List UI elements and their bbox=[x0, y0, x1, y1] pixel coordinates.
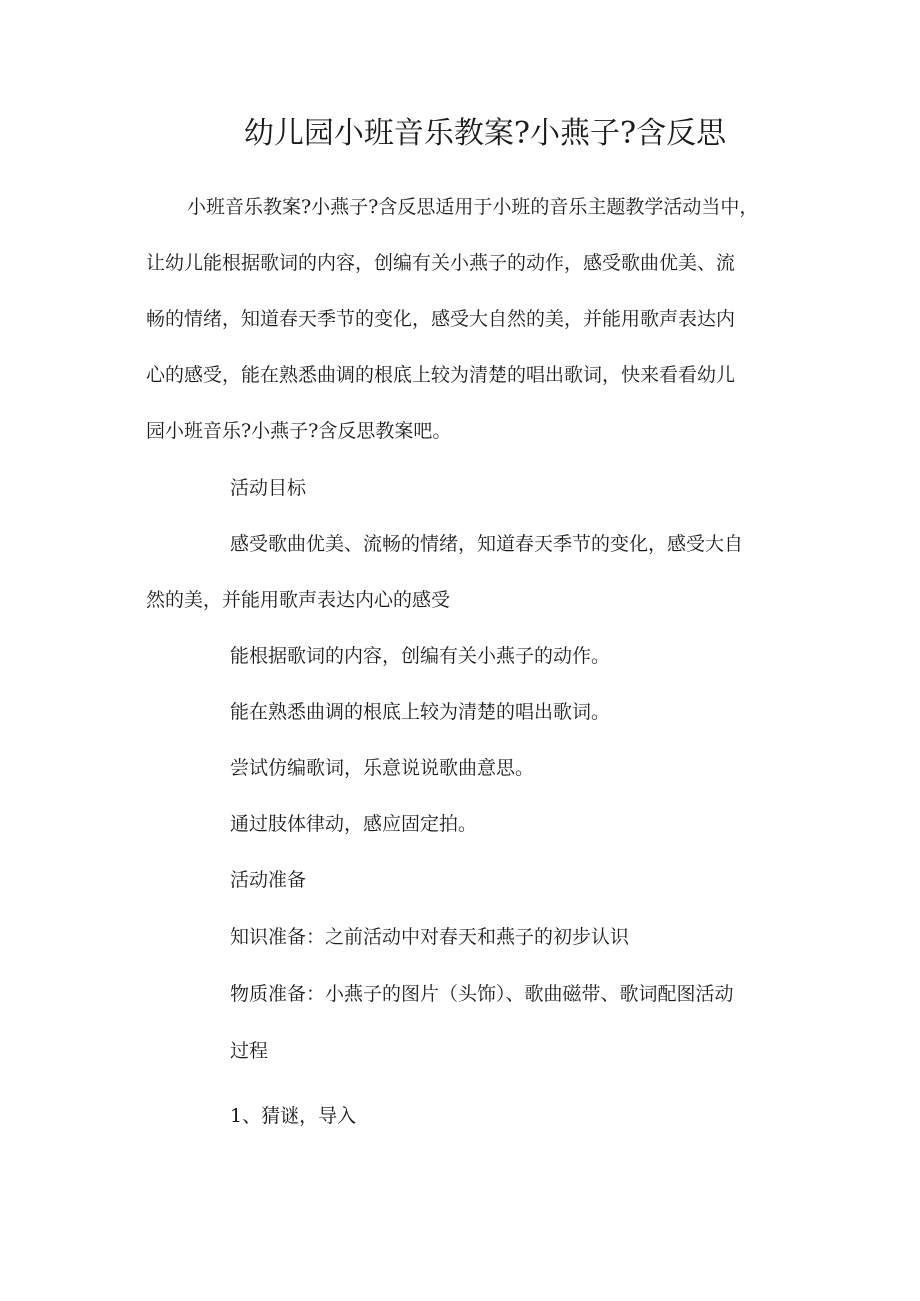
goal-3: 能在熟悉曲调的根底上较为清楚的唱出歌词。 bbox=[230, 701, 611, 723]
intro-line-5: 园小班音乐?小燕子?含反思教案吧。 bbox=[146, 420, 452, 442]
goal-2: 能根据歌词的内容，创编有关小燕子的动作。 bbox=[230, 645, 611, 667]
section-heading-goals: 活动目标 bbox=[230, 477, 307, 499]
section-heading-process: 过程 bbox=[230, 1040, 269, 1062]
intro-line-2: 让幼儿能根据歌词的内容，创编有关小燕子的动作，感受歌曲优美、流 bbox=[146, 252, 736, 274]
goal-5: 通过肢体律动，感应固定拍。 bbox=[230, 813, 478, 835]
step-1: 1、猜谜，导入 bbox=[230, 1105, 357, 1127]
intro-line-3: 畅的情绪，知道春天季节的变化，感受大自然的美，并能用歌声表达内 bbox=[146, 308, 736, 330]
prep-knowledge: 知识准备：之前活动中对春天和燕子的初步认识 bbox=[230, 926, 630, 948]
goal-4: 尝试仿编歌词，乐意说说歌曲意思。 bbox=[230, 757, 535, 779]
goal-1-line-1: 感受歌曲优美、流畅的情绪，知道春天季节的变化，感受大自 bbox=[230, 533, 744, 555]
intro-line-4: 心的感受，能在熟悉曲调的根底上较为清楚的唱出歌词，快来看看幼儿 bbox=[146, 364, 736, 386]
document-title: 幼儿园小班音乐教案?小燕子?含反思 bbox=[243, 116, 727, 151]
prep-material: 物质准备：小燕子的图片（头饰）、歌曲磁带、歌词配图活动 bbox=[230, 983, 734, 1005]
intro-line-1: 小班音乐教案?小燕子?含反思适用于小班的音乐主题教学活动当中， bbox=[187, 196, 759, 218]
goal-1-line-2: 然的美，并能用歌声表达内心的感受 bbox=[146, 589, 451, 611]
section-heading-preparation: 活动准备 bbox=[230, 869, 307, 891]
